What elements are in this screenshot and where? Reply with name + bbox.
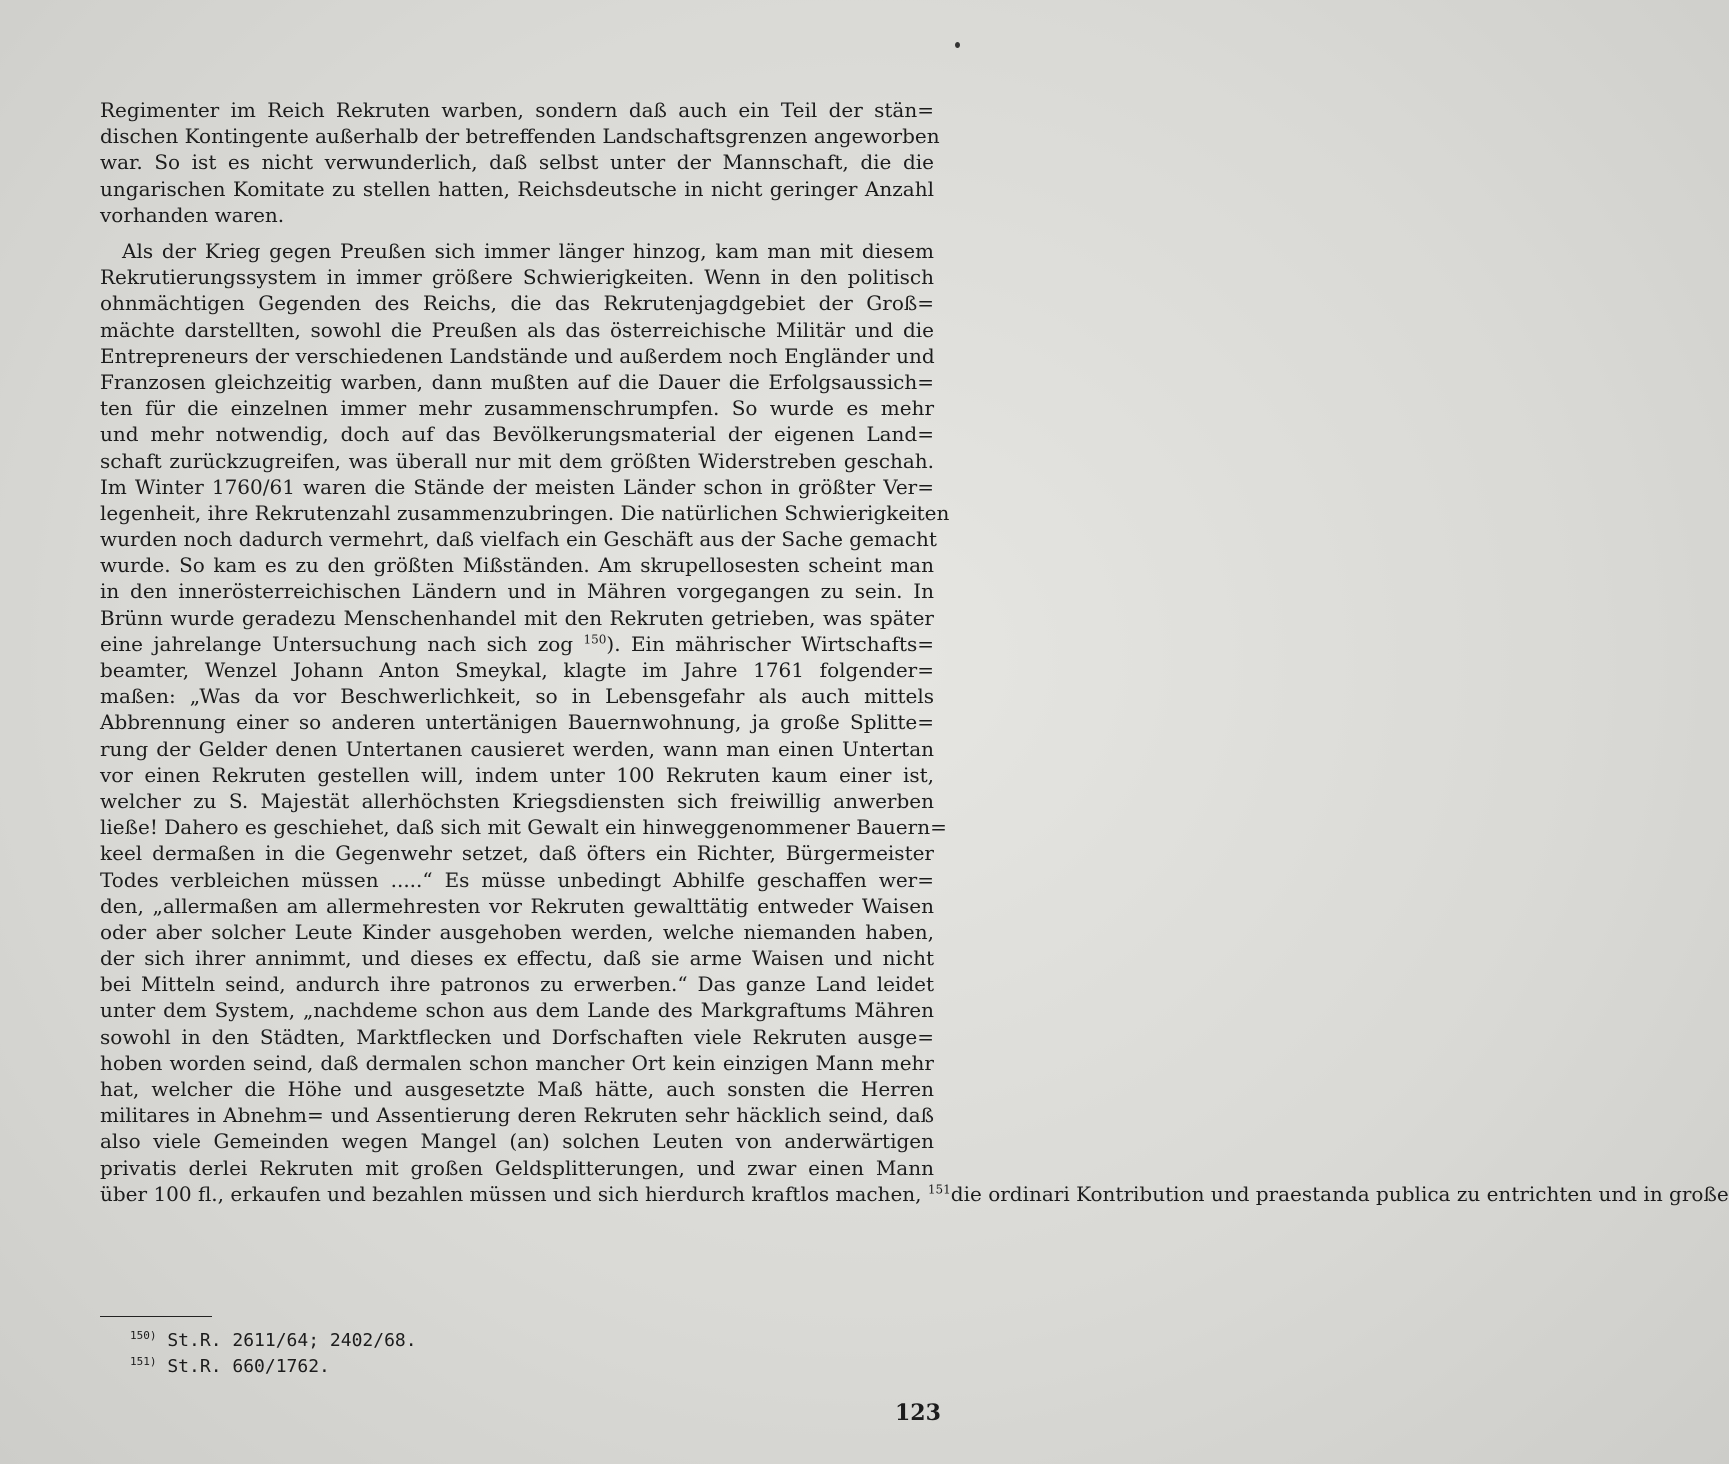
- text-line: ungarischen Komitate zu stellen hatten, Reichsdeutsche in nicht geringer Anzahl: [100, 176, 934, 201]
- paragraph-1: [100, 97, 940, 228]
- footnote-number: 151): [130, 1355, 157, 1368]
- text-line: Im Winter 1760/61 waren die Stände der meisten Länder schon in größter Ver=: [100, 474, 934, 499]
- text-line: ließe! Dahero es geschiehet, daß sich mit Gewalt ein hinweggenommener Bauern=: [100, 815, 947, 840]
- footnote-ref-150: 150: [583, 632, 607, 647]
- text-line: den, „allermaßen am allermehresten vor Rekruten gewalttätig entweder Waisen: [100, 893, 934, 918]
- line-text-start: eine jahrelange Untersuchung nach sich zog: [100, 631, 574, 656]
- text-line: mächte darstellten, sowohl die Preußen als das österreichische Militär und die: [100, 317, 934, 342]
- text-line: der sich ihrer annimmt, und dieses ex effectu, daß sie arme Waisen und nicht: [100, 946, 934, 971]
- footnote-ref-151: 151: [927, 1182, 951, 1197]
- text-line: maßen: „Was da vor Beschwerlichkeit, so in Lebensgefahr als auch mittels: [100, 684, 934, 709]
- text-line: und mehr notwendig, doch auf das Bevölkerungsmaterial der eigenen Land=: [100, 422, 934, 447]
- footnote-number: 150): [130, 1329, 157, 1342]
- text-line: Als der Krieg gegen Preußen sich immer länger hinzog, kam man mit diesem: [122, 239, 934, 263]
- text-line: militares in Abnehm= und Assentierung deren Rekruten sehr häcklich seind, daß: [100, 1103, 934, 1128]
- text-line: rung der Gelder denen Untertanen causieret werden, wann man einen Untertan: [100, 736, 934, 761]
- text-line: dischen Kontingente außerhalb der betreffenden Landschaftsgrenzen angeworben: [100, 124, 940, 149]
- footnote-151: [130, 1356, 330, 1378]
- text-line: Rekrutierungssystem in immer größere Schwierigkeiten. Wenn in den politisch: [100, 265, 934, 290]
- text-line-with-footnote-ref: [100, 1181, 1729, 1207]
- text-line: wurden noch dadurch vermehrt, daß vielfach ein Geschäft aus der Sache gemacht: [100, 527, 937, 552]
- text-line: Abbrennung einer so anderen untertänigen Bauernwohnung, ja große Splitte=: [100, 710, 934, 735]
- text-line: privatis derlei Rekruten mit großen Geldsplitterungen, und zwar einen Mann: [100, 1155, 934, 1180]
- text-line: hat, welcher die Höhe und ausgesetzte Maß hätte, auch sonsten die Herren: [100, 1077, 934, 1101]
- text-line-with-footnote-ref: [100, 631, 934, 657]
- text-line: Brünn wurde geradezu Menschenhandel mit den Rekruten getrieben, was später: [100, 605, 934, 630]
- footnote-text: St.R. 660/1762.: [167, 1356, 330, 1377]
- text-line: Entrepreneurs der verschiedenen Landstände und außerdem noch Engländer und: [100, 343, 935, 368]
- line-text-start: über 100 fl., erkaufen und bezahlen müssen und sich hierdurch kraftlos machen,: [100, 1181, 922, 1206]
- text-line: sowohl in den Städten, Marktflecken und Dorfschaften viele Rekruten ausge=: [100, 1024, 934, 1049]
- text-line: Regimenter im Reich Rekruten warben, sondern daß auch ein Teil der stän=: [100, 98, 934, 122]
- line-text-end: ). Ein mährischer Wirtschafts=: [606, 631, 935, 656]
- text-line: legenheit, ihre Rekrutenzahl zusammenzubringen. Die natürlichen Schwierigkeiten: [100, 500, 950, 525]
- text-line: in den innerösterreichischen Ländern und in Mähren vorgegangen zu sein. In: [100, 579, 934, 604]
- text-line: vorhanden waren.: [100, 202, 285, 227]
- text-line: hoben worden seind, daß dermalen schon mancher Ort kein einzigen Mann mehr: [100, 1050, 934, 1075]
- text-line: ten für die einzelnen immer mehr zusammenschrumpfen. So wurde es mehr: [100, 396, 934, 421]
- text-line: unter dem System, „nachdeme schon aus dem Lande des Markgraftums Mähren: [100, 998, 934, 1023]
- footnote-rule: [100, 1316, 212, 1317]
- text-line: ohnmächtigen Gegenden des Reichs, die das Rekrutenjagdgebiet der Groß=: [100, 291, 934, 316]
- text-line: bei Mitteln seind, andurch ihre patronos zu erwerben.“ Das ganze Land leidet: [100, 972, 934, 997]
- text-line: oder aber solcher Leute Kinder ausgehoben werden, welche niemanden haben,: [100, 919, 934, 944]
- text-line: Todes verbleichen müssen .....“ Es müsse unbedingt Abhilfe geschaffen wer=: [100, 867, 934, 892]
- text-line: welcher zu S. Majestät allerhöchsten Kriegsdiensten sich freiwillig anwerben: [100, 788, 934, 813]
- text-line: beamter, Wenzel Johann Anton Smeykal, klagte im Jahre 1761 folgender=: [100, 658, 934, 682]
- text-line: Franzosen gleichzeitig warben, dann mußten auf die Dauer die Erfolgsaussich=: [100, 369, 934, 394]
- line-text-end: die ordinari Kontribution und praestanda publica zu entrichten und in große: [950, 1181, 1729, 1206]
- text-line: war. So ist es nicht verwunderlich, daß selbst unter der Mannschaft, die die: [100, 150, 934, 175]
- text-line: wurde. So kam es zu den größten Mißständen. Am skrupellosesten scheint man: [100, 553, 934, 578]
- page-number: 123: [895, 1400, 941, 1426]
- text-line: schaft zurückzugreifen, was überall nur mit dem größten Widerstreben geschah.: [100, 448, 934, 473]
- paragraph-2: [100, 238, 1729, 1207]
- footnote-150: [130, 1330, 417, 1352]
- ink-speck: [955, 42, 960, 48]
- text-line: also viele Gemeinden wegen Mangel (an) solchen Leuten von anderwärtigen: [100, 1129, 934, 1154]
- text-line: vor einen Rekruten gestellen will, indem unter 100 Rekruten kaum einer ist,: [100, 762, 934, 787]
- footnote-text: St.R. 2611/64; 2402/68.: [167, 1330, 417, 1351]
- text-line: keel dermaßen in die Gegenwehr setzet, daß öfters ein Richter, Bürgermeister: [100, 841, 934, 866]
